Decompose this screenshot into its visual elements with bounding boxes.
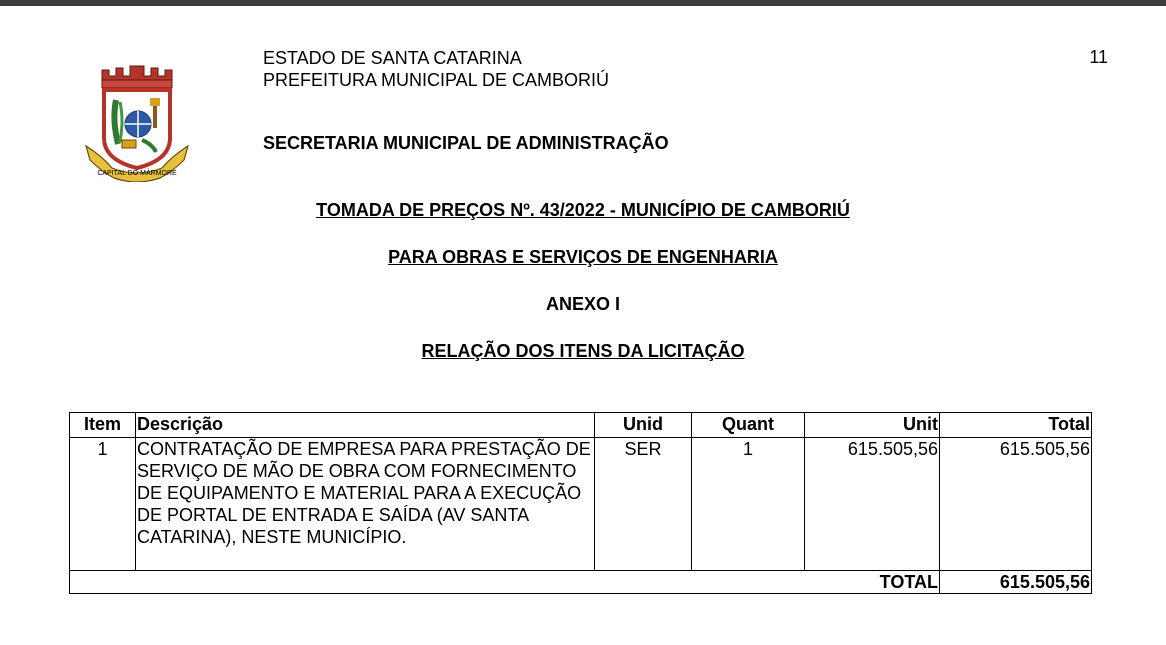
cell-unit: 615.505,56: [805, 438, 940, 571]
list-title-text: RELAÇÃO DOS ITENS DA LICITAÇÃO: [421, 341, 745, 361]
header-quant: Quant: [692, 413, 805, 438]
table-total-row: [70, 571, 1092, 594]
cell-quant: 1: [692, 438, 805, 571]
scope-title-text: PARA OBRAS E SERVIÇOS DE ENGENHARIA: [388, 247, 778, 267]
list-title: [0, 341, 1166, 362]
header-city-hall: PREFEITURA MUNICIPAL DE CAMBORIÚ: [263, 70, 610, 90]
cell-unid: SER: [595, 438, 692, 571]
crest-motto: CAPITAL DO MÁRMORE: [97, 170, 177, 177]
scope-title: [0, 247, 1166, 268]
tender-title: [0, 200, 1166, 221]
municipal-crest-icon: [82, 60, 192, 182]
total-value: 615.505,56: [940, 571, 1092, 594]
header-unit: Unit: [805, 413, 940, 438]
total-label: TOTAL: [70, 571, 940, 594]
table-header-row: [70, 413, 1092, 438]
items-table: [69, 412, 1092, 594]
header-total: Total: [940, 413, 1092, 438]
cell-total: 615.505,56: [940, 438, 1092, 571]
header-item: Item: [70, 413, 136, 438]
header-unid: Unid: [595, 413, 692, 438]
viewer-top-bar: [0, 0, 1166, 6]
cell-description: CONTRATAÇÃO DE EMPRESA PARA PRESTAÇÃO DE SERVIÇO DE MÃO DE OBRA COM FORNECIMENTO DE EQUIPAMENTO E MATERIAL PARA A EXECUÇÃO DE PORTAL DE ENTRADA E SAÍDA (AV SANTA CATARINA), NESTE MUNICÍPIO.: [136, 438, 595, 571]
cell-item: 1: [70, 438, 136, 571]
header-description: Descrição: [136, 413, 595, 438]
page-number: 11: [1089, 47, 1108, 67]
header-department: SECRETARIA MUNICIPAL DE ADMINISTRAÇÃO: [263, 133, 669, 153]
table-row: [70, 438, 1092, 571]
tender-title-text: TOMADA DE PREÇOS Nº. 43/2022 - MUNICÍPIO DE CAMBORIÚ: [316, 200, 850, 220]
header-state: ESTADO DE SANTA CATARINA: [263, 48, 522, 68]
annex-title: ANEXO I: [545, 294, 620, 314]
